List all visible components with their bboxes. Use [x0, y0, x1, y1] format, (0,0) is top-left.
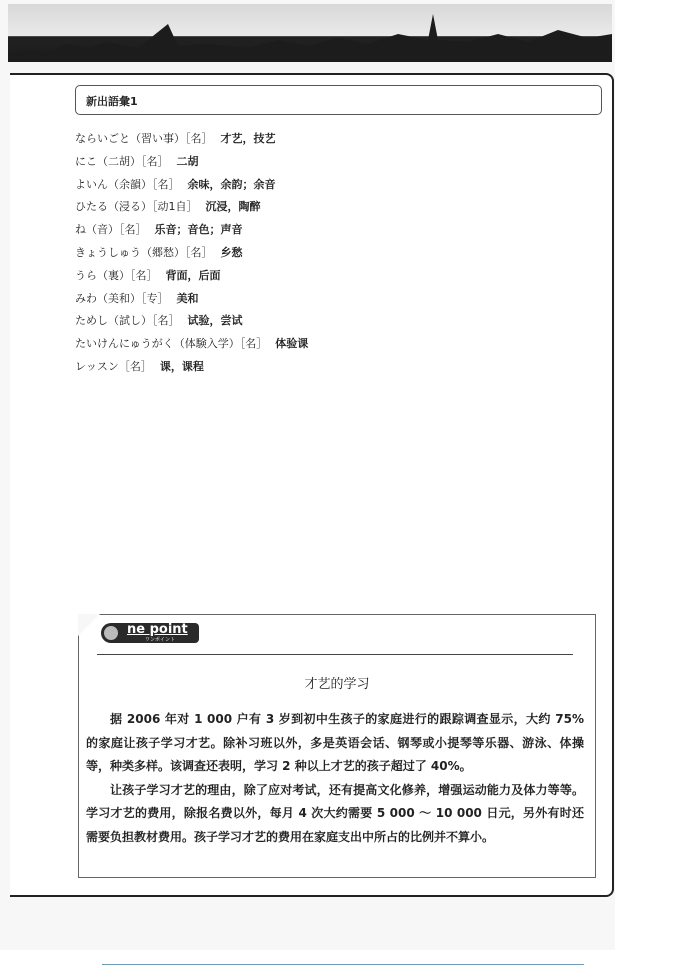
- vocab-pos: ［名］: [185, 245, 213, 259]
- vocab-kanji: （習い事）: [130, 132, 185, 145]
- vocab-reading: ならいごと: [75, 132, 130, 145]
- vocab-meaning: 乡愁: [220, 245, 243, 259]
- vocab-item: [75, 265, 308, 288]
- vocab-pos: ［名］: [185, 132, 213, 145]
- vocab-meaning: 课，课程: [159, 359, 204, 373]
- skyline-illustration: [8, 4, 612, 62]
- vocab-reading: ね: [75, 223, 86, 237]
- vocab-pos: ［名］: [152, 177, 180, 191]
- vocab-meaning: 余味，余韵；余音: [187, 177, 276, 191]
- vocab-reading: みわ: [75, 291, 97, 305]
- vocab-kanji: （試し）: [108, 314, 152, 328]
- vocab-kanji: （音）: [86, 223, 119, 237]
- vocab-kanji: （美和）: [97, 291, 141, 305]
- vocab-meaning: 二胡: [176, 154, 199, 168]
- logo-subtext: ワンポイント: [145, 637, 176, 643]
- folded-corner: [78, 614, 100, 636]
- vocab-meaning: 才艺，技艺: [220, 132, 276, 145]
- vocab-item: [75, 333, 308, 356]
- one-point-logo: [101, 623, 199, 643]
- vocab-header-box: [75, 85, 602, 115]
- vocab-item: [75, 128, 308, 151]
- vocab-item: [75, 151, 308, 174]
- vocab-kanji: （郷愁）: [141, 245, 185, 259]
- vocab-reading: うら: [75, 268, 97, 282]
- vocab-pos: ［名］: [152, 314, 180, 328]
- vocab-reading: レッスン: [75, 359, 119, 373]
- vocab-pos: ［专］: [141, 291, 169, 305]
- vocab-pos: ［名］: [141, 154, 169, 168]
- vocab-pos: ［名］: [130, 268, 158, 282]
- vocab-kanji: （裏）: [97, 268, 130, 282]
- vocab-list: [75, 128, 308, 379]
- vocab-kanji: （体験入学）: [173, 337, 240, 351]
- vocab-item: [75, 219, 308, 242]
- one-point-title: 才艺的学习: [304, 677, 370, 692]
- paragraph: 让孩子学习才艺的理由，除了应对考试，还有提高文化修养，增强运动能力及体力等等。学习才艺的费用，除报名费以外，每月 4 次大约需要 5 000 ～ 10 000 日元，另外有时还需要负担教材费用。孩子学习才艺的费用在家庭支出中所占的比例并不算小。: [86, 782, 584, 844]
- vocab-meaning: 美和: [176, 291, 199, 305]
- vocab-reading: よいん: [75, 177, 108, 191]
- vocab-reading: ひたる: [75, 200, 108, 214]
- vocab-meaning: 乐音；音色；声音: [154, 223, 243, 237]
- vocab-pos: ［名］: [118, 359, 152, 373]
- vocab-meaning: 背面，后面: [165, 268, 221, 282]
- vocab-item: [75, 242, 308, 265]
- vocab-kanji: （浸る）: [108, 200, 152, 214]
- vocab-item: [75, 310, 308, 333]
- vocab-reading: きょうしゅう: [75, 245, 141, 259]
- vocab-meaning: 体验课: [275, 337, 309, 351]
- vocab-meaning: 试验，尝试: [187, 314, 243, 328]
- one-point-box: [78, 614, 596, 878]
- vocab-kanji: （二胡）: [97, 154, 141, 168]
- divider: [97, 654, 573, 655]
- vocab-reading: たいけんにゅうがく: [75, 337, 174, 351]
- pencil-icon: [104, 626, 118, 640]
- vocab-kanji: （余韻）: [108, 177, 152, 191]
- vocab-item: [75, 356, 308, 379]
- vocab-item: [75, 174, 308, 197]
- logo-text: ne point: [127, 622, 188, 637]
- vocab-reading: ためし: [75, 314, 108, 328]
- vocab-header: 新出語彙1: [86, 95, 138, 108]
- vocab-pos: ［名］: [239, 337, 268, 351]
- vocab-pos: ［动1自］: [152, 200, 198, 214]
- city-skyline-banner: [8, 4, 612, 62]
- bottom-line: [102, 964, 584, 965]
- vocab-reading: にこ: [75, 154, 97, 168]
- vocab-pos: ［名］: [119, 223, 147, 237]
- vocab-meaning: 沉浸，陶醉: [205, 200, 261, 214]
- vocab-item: [75, 196, 308, 219]
- paragraph: 据 2006 年对 1 000 户有 3 岁到初中生孩子的家庭进行的跟踪调查显示，大约 75% 的家庭让孩子学习才艺。除补习班以外，多是英语会话、钢琴或小提琴等乐器、游泳、体操等，种类多样。该调查还表明，学习 2 种以上才艺的孩子超过了 40%。: [86, 712, 584, 773]
- vocab-item: [75, 288, 308, 311]
- one-point-body: [86, 708, 584, 849]
